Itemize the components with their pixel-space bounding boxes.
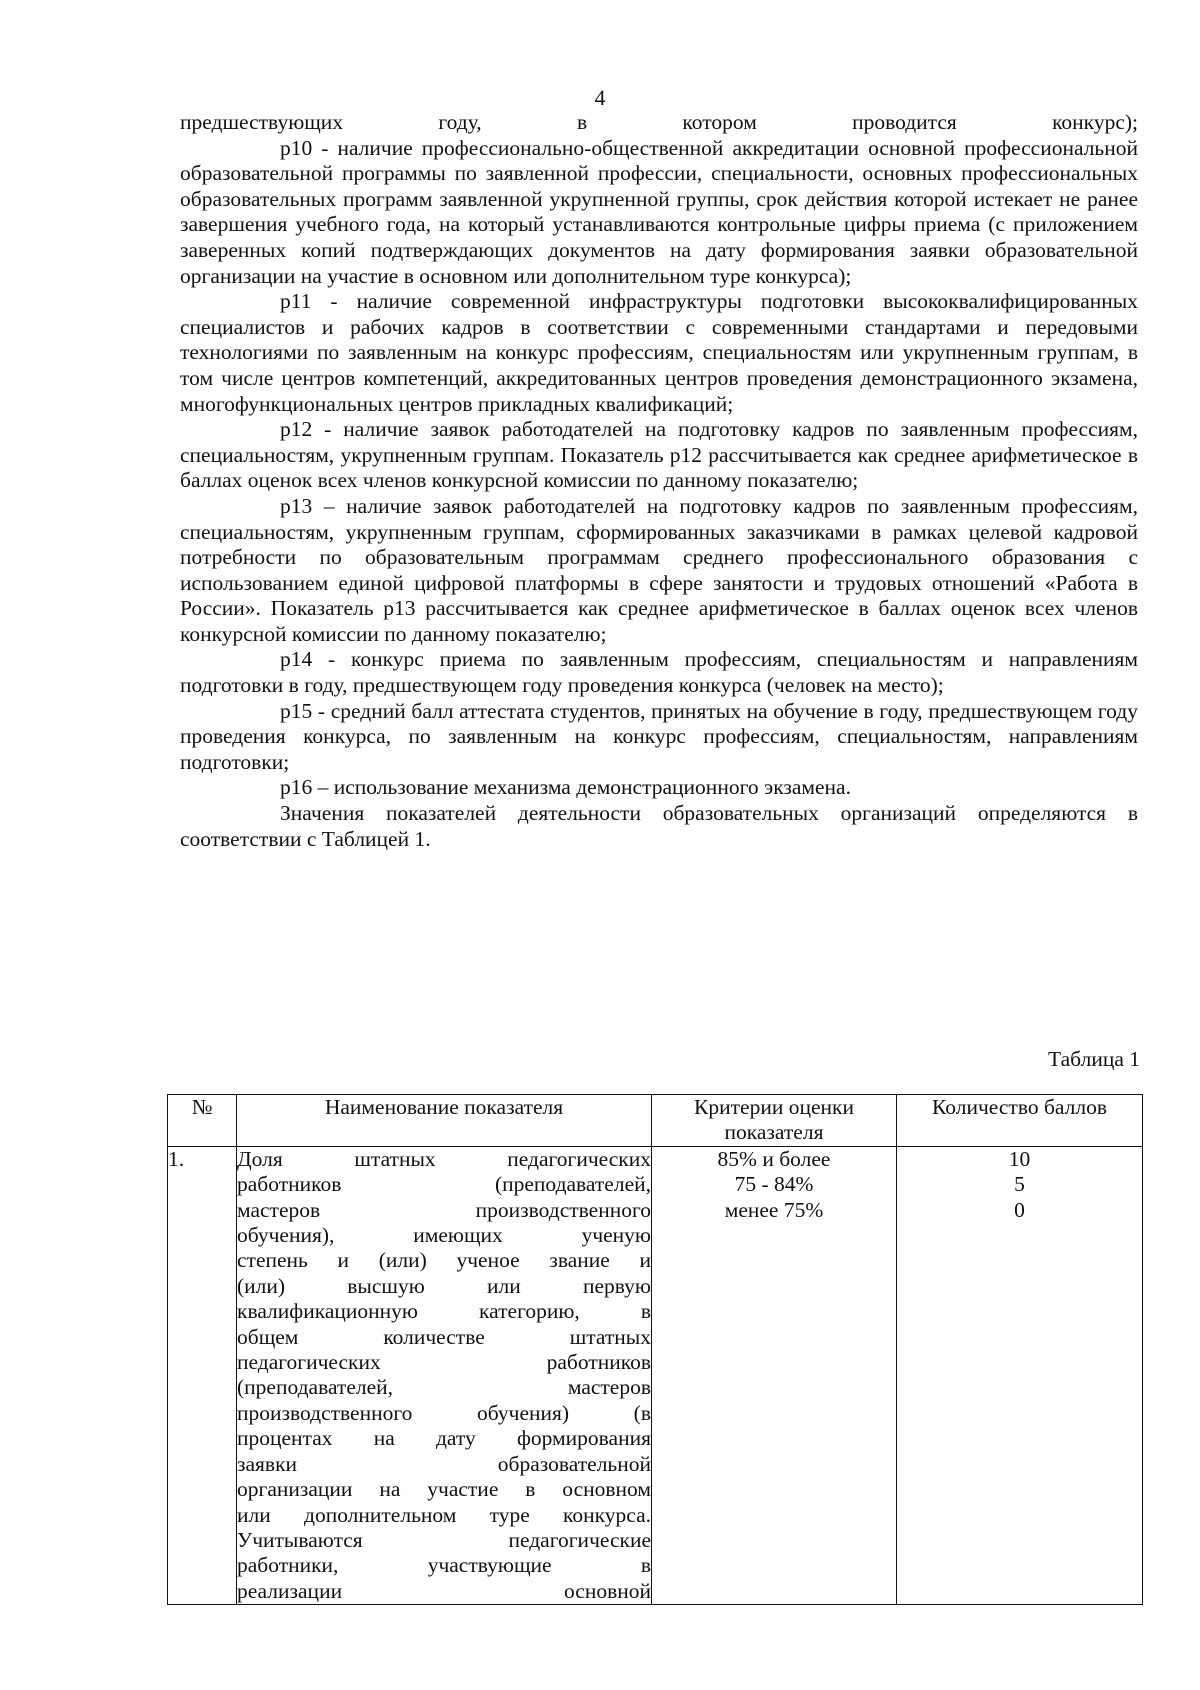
paragraph-p13: p13 – наличие заявок работодателей на подготовку кадров по заявленным профессиям, специальностям, укрупненным группам, сформированных заказчиками в рамках целевой кадровой потребности по образовательным программам среднего профессионального образования с использованием единой цифровой платформы в сфере занятости и трудовых отношений «Работа в России». Показатель p13 рассчитывается как среднее арифметическое в баллах оценок всех членов конкурсной комиссии по данному показателю;: [180, 493, 1138, 646]
criteria-value: 75 - 84%: [734, 1172, 814, 1197]
score-value: 10: [1008, 1146, 1031, 1171]
name-line: общем количестве штатных: [237, 1324, 651, 1349]
table-row: [168, 1146, 1143, 1604]
paragraph-p14: p14 - конкурс приема по заявленным профессиям, специальностям и направлениям подготовки в году, предшествующем году проведения конкурса (человек на место);: [180, 647, 1138, 698]
page-number: 4: [594, 85, 606, 110]
name-line: Доля штатных педагогических: [237, 1146, 651, 1171]
name-line: степень и (или) ученое звание и: [237, 1248, 651, 1273]
cell-name: [237, 1146, 652, 1604]
header-no: №: [168, 1095, 237, 1147]
cell-criteria: [652, 1146, 897, 1604]
table-header-row: [168, 1095, 1143, 1147]
paragraph-p10: p10 - наличие профессионально-общественной аккредитации основной профессиональной образовательной программы по заявленной профессии, специальности, основных профессиональных образовательных программ заявленной укрупненной группы, срок действия которой истекает не ранее завершения учебного года, на который устанавливаются контрольные цифры приема (с приложением заверенных копий подтверждающих документов на дату формирования заявки образовательной организации на участие в основном или дополнительном туре конкурса);: [180, 135, 1138, 288]
name-line: процентах на дату формирования: [237, 1426, 651, 1451]
cell-no: 1.: [168, 1146, 237, 1604]
name-line: работники, участвующие в: [237, 1553, 651, 1578]
name-line: квалификационную категорию, в: [237, 1299, 651, 1324]
paragraph-p12: p12 - наличие заявок работодателей на подготовку кадров по заявленным профессиям, специальностям, укрупненным группам. Показатель p12 рассчитывается как среднее арифметическое в баллах оценок всех членов конкурсной комиссии по данному показателю;: [180, 417, 1138, 493]
name-line: педагогических работников: [237, 1350, 651, 1375]
header-criteria: Критерии оценки показателя: [652, 1095, 897, 1147]
name-line: обучения), имеющих ученую: [237, 1223, 651, 1248]
name-line: (преподавателей, мастеров: [237, 1375, 651, 1400]
paragraph-table-reference: Значения показателей деятельности образовательных организаций определяются в соответствии с Таблицей 1.: [180, 801, 1138, 851]
criteria-table: [167, 1094, 1143, 1605]
score-value: 0: [1014, 1197, 1025, 1222]
name-line: Учитываются педагогические: [237, 1527, 651, 1552]
name-line: или дополнительном туре конкурса.: [237, 1502, 651, 1527]
score-value: 5: [1014, 1172, 1025, 1197]
name-line: работников (преподавателей,: [237, 1172, 651, 1197]
header-score: Количество баллов: [897, 1095, 1143, 1147]
name-line: мастеров производственного: [237, 1197, 651, 1222]
cell-score: [897, 1146, 1143, 1604]
name-line: (или) высшую или первую: [237, 1273, 651, 1298]
name-line: реализации основной: [237, 1578, 651, 1603]
table-caption: Таблица 1: [1048, 1047, 1140, 1071]
paragraph-p11: p11 - наличие современной инфраструктуры подготовки высококвалифицированных специалистов и рабочих кадров в соответствии с современными стандартами и передовыми технологиями по заявленным на конкурс профессиям, специальностям или укрупненным группам, в том числе центров компетенций, аккредитованных центров проведения демонстрационного экзамена, многофункциональных центров прикладных квалификаций;: [180, 289, 1138, 416]
criteria-value: менее 75%: [724, 1197, 824, 1222]
name-line: организации на участие в основном: [237, 1477, 651, 1502]
header-name: Наименование показателя: [237, 1095, 652, 1147]
paragraph-p15: p15 - средний балл аттестата студентов, принятых на обучение в году, предшествующем году проведения конкурса, по заявленным на конкурс профессиям, специальностям, направлениям подготовки;: [180, 698, 1138, 774]
paragraph-continuation: предшествующих году, в котором проводится конкурс);: [180, 110, 1138, 134]
name-line: производственного обучения) (в: [237, 1400, 651, 1425]
name-line: заявки образовательной: [237, 1451, 651, 1476]
body-text: [180, 110, 1138, 852]
criteria-value: 85% и более: [717, 1146, 831, 1171]
paragraph-p16: p16 – использование механизма демонстрационного экзамена.: [280, 775, 851, 800]
